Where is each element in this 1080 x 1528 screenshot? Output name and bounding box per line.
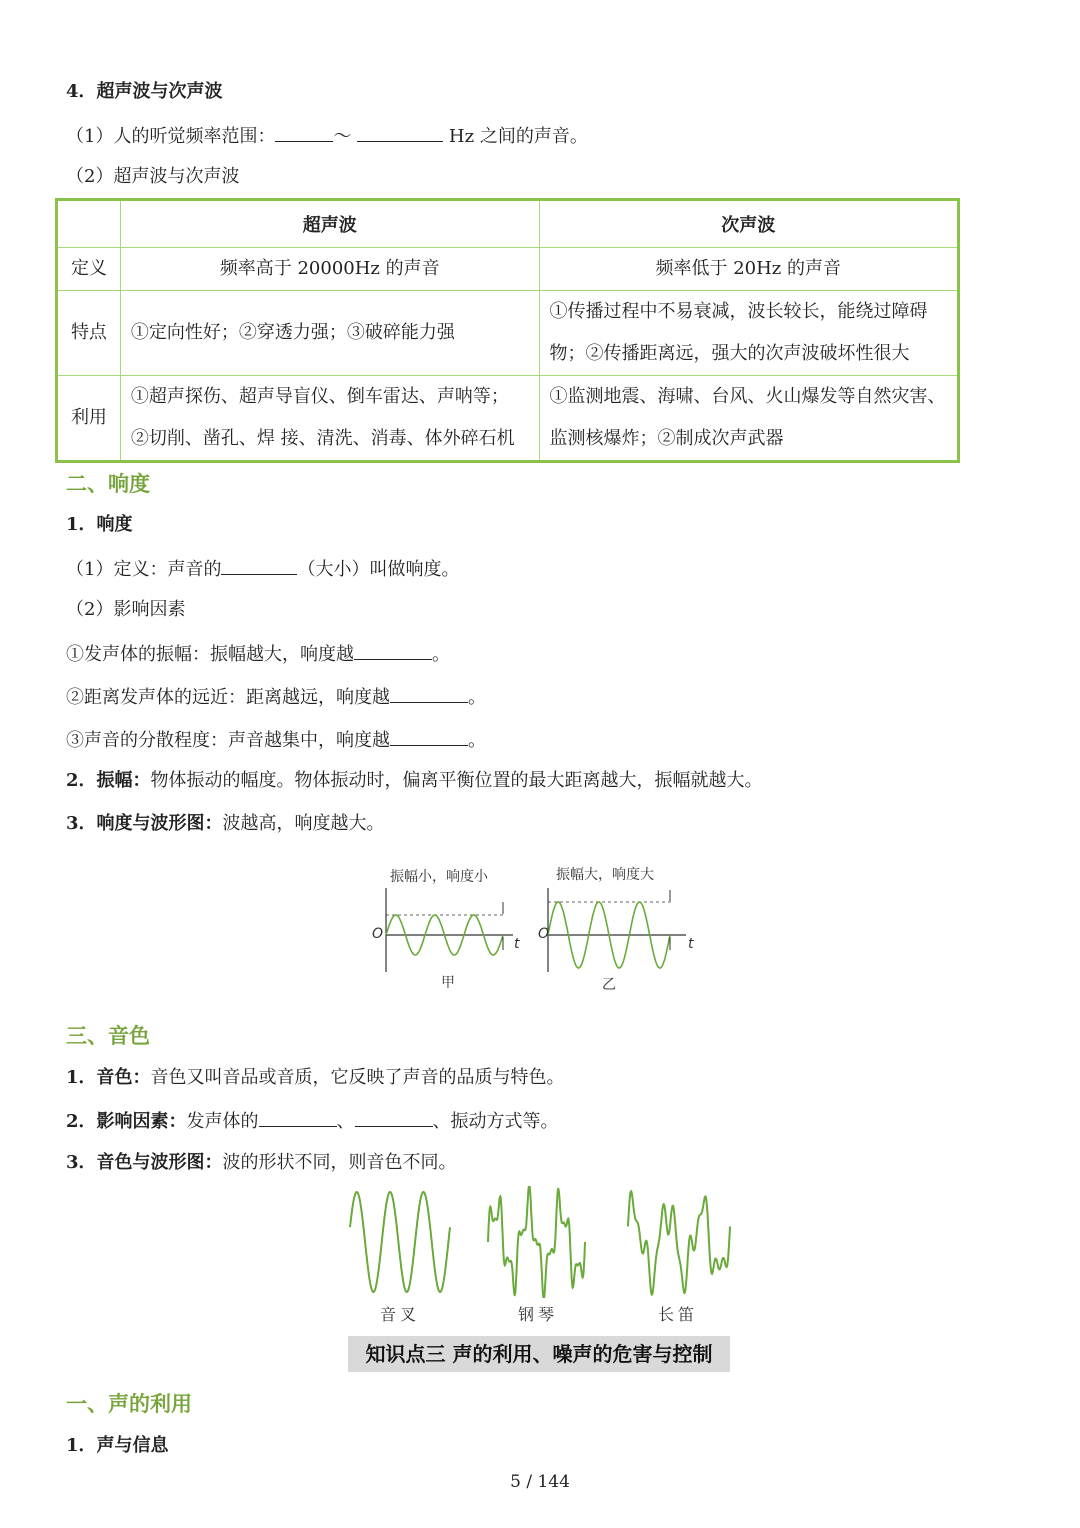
blank-loudness-definition[interactable] <box>221 556 297 575</box>
cell-line: ①超声探伤、超声导盲仪、倒车雷达、声呐等； <box>130 386 509 407</box>
blank-factor-amplitude[interactable] <box>354 641 432 660</box>
loudness-factors: （2）影响因素 <box>66 599 186 620</box>
left-origin-label: O <box>372 926 384 942</box>
flute-wave <box>628 1191 730 1294</box>
left-caption: 甲 <box>441 975 455 991</box>
right-origin-label: O <box>538 926 550 942</box>
table-header-infrasound: 次声波 <box>539 200 958 248</box>
term: 3．音色与波形图： <box>66 1152 223 1173</box>
period: 。 <box>432 644 450 665</box>
ultrasound-cell: 频率高于 20000Hz 的声音 <box>120 248 539 291</box>
table-header-ultrasound: 超声波 <box>120 200 539 248</box>
section-heading-sound-use: 一、声的利用 <box>66 1392 192 1416</box>
factor-amplitude <box>66 641 450 667</box>
row-label: 定义 <box>57 248 121 291</box>
hearing-range-text: （1）人的听觉频率范围： <box>66 126 276 147</box>
infrasound-cell: 频率低于 20Hz 的声音 <box>539 248 958 291</box>
factor-text: ②距离发声体的远近：距离越远，响度越 <box>66 687 390 708</box>
blank-min-frequency[interactable] <box>275 123 333 142</box>
label-piano: 钢琴 <box>518 1305 559 1324</box>
cell-line: ②切削、凿孔、焊 接、清洗、消毒、体外碎石机 <box>130 428 515 449</box>
factor-text: ③声音的分散程度：声音越集中，响度越 <box>66 730 390 751</box>
page-number <box>0 1472 1080 1492</box>
term-text: 波越高，响度越大。 <box>222 813 385 834</box>
row-label: 特点 <box>57 291 121 376</box>
cell-line: ①监测地震、海啸、台风、火山爆发等自然灾害、 <box>549 386 946 407</box>
period: 。 <box>468 730 486 751</box>
subsection-heading-ultrasound: 4．超声波与次声波 <box>66 81 223 102</box>
label-tuning-fork: 音叉 <box>380 1305 421 1324</box>
blank-factor-dispersion[interactable] <box>390 727 468 746</box>
fig-left-title: 振幅小，响度小 <box>390 869 488 885</box>
loudness-heading: 1．响度 <box>66 514 133 535</box>
infrasound-cell <box>539 291 958 376</box>
ultrasound-cell <box>120 376 539 462</box>
table-header-corner <box>57 200 121 248</box>
left-t-label: t <box>514 936 520 952</box>
loudness-waveform-line <box>66 812 385 836</box>
fig-right-title: 振幅大，响度大 <box>556 867 654 883</box>
definition-text: （1）定义：声音的 <box>66 559 222 580</box>
definition-text-end: （大小）叫做响度。 <box>297 559 460 580</box>
hearing-range-unit: Hz 之间的声音。 <box>448 126 588 147</box>
term: 2．振幅： <box>66 770 151 791</box>
label-flute: 长笛 <box>658 1305 699 1324</box>
factor-distance <box>66 684 486 710</box>
timbre-waveform-figure <box>340 1186 740 1298</box>
hearing-range-line <box>66 123 588 149</box>
sound-info-heading: 1．声与信息 <box>66 1435 169 1456</box>
timbre-factors <box>66 1108 559 1134</box>
term-text: 音色又叫音品或音质，它反映了声音的品质与特色。 <box>150 1067 565 1088</box>
factor-text: ①发声体的振幅：振幅越大，响度越 <box>66 644 354 665</box>
timbre-waveform-line <box>66 1151 457 1175</box>
blank-max-frequency[interactable] <box>357 123 443 142</box>
term-text: 发声体的 <box>186 1111 259 1132</box>
total-pages: 144 <box>537 1472 570 1492</box>
page-separator: / <box>526 1472 533 1492</box>
term: 3．响度与波形图： <box>66 813 223 834</box>
ultrasound-infrasound-table <box>55 198 960 463</box>
cell-line: 物；②传播距离远，强大的次声波破坏性很大 <box>549 343 910 364</box>
infrasound-cell <box>539 376 958 462</box>
cell-line: 监测核爆炸；②制成次声武器 <box>549 428 784 449</box>
knowledge-point-heading: 知识点三 声的利用、噪声的危害与控制 <box>348 1336 730 1372</box>
blank-factor-distance[interactable] <box>390 684 468 703</box>
term-text: 波的形状不同，则音色不同。 <box>222 1152 457 1173</box>
tuning-fork-wave <box>350 1192 450 1292</box>
period: 。 <box>468 687 486 708</box>
timbre-definition <box>66 1066 565 1090</box>
compare-line: （2）超声波与次声波 <box>66 166 240 187</box>
row-label: 利用 <box>57 376 121 462</box>
term-text-end: 、振动方式等。 <box>432 1111 559 1132</box>
tilde: ～ <box>333 126 352 147</box>
section-heading-loudness: 二、响度 <box>66 472 150 496</box>
blank-timbre-factor-1[interactable] <box>259 1108 337 1127</box>
cell-line: ①传播过程中不易衰减，波长较长，能绕过障碍 <box>549 301 928 322</box>
table-header-row <box>57 200 959 248</box>
table-row <box>57 248 959 291</box>
separator: 、 <box>336 1111 355 1132</box>
term: 1．音色： <box>66 1067 151 1088</box>
right-caption: 乙 <box>602 977 616 993</box>
amplitude-definition <box>66 769 763 793</box>
piano-wave <box>488 1186 585 1298</box>
factor-dispersion <box>66 727 486 753</box>
term: 2．影响因素： <box>66 1111 187 1132</box>
blank-timbre-factor-2[interactable] <box>355 1108 433 1127</box>
ultrasound-cell: ①定向性好；②穿透力强；③破碎能力强 <box>120 291 539 376</box>
current-page: 5 <box>510 1472 521 1492</box>
section-heading-timbre: 三、音色 <box>66 1024 150 1048</box>
right-t-label: t <box>688 936 694 952</box>
term-text: 物体振动的幅度。物体振动时，偏离平衡位置的最大距离越大，振幅就越大。 <box>150 770 763 791</box>
table-row <box>57 376 959 462</box>
table-row <box>57 291 959 376</box>
loudness-definition <box>66 556 459 582</box>
